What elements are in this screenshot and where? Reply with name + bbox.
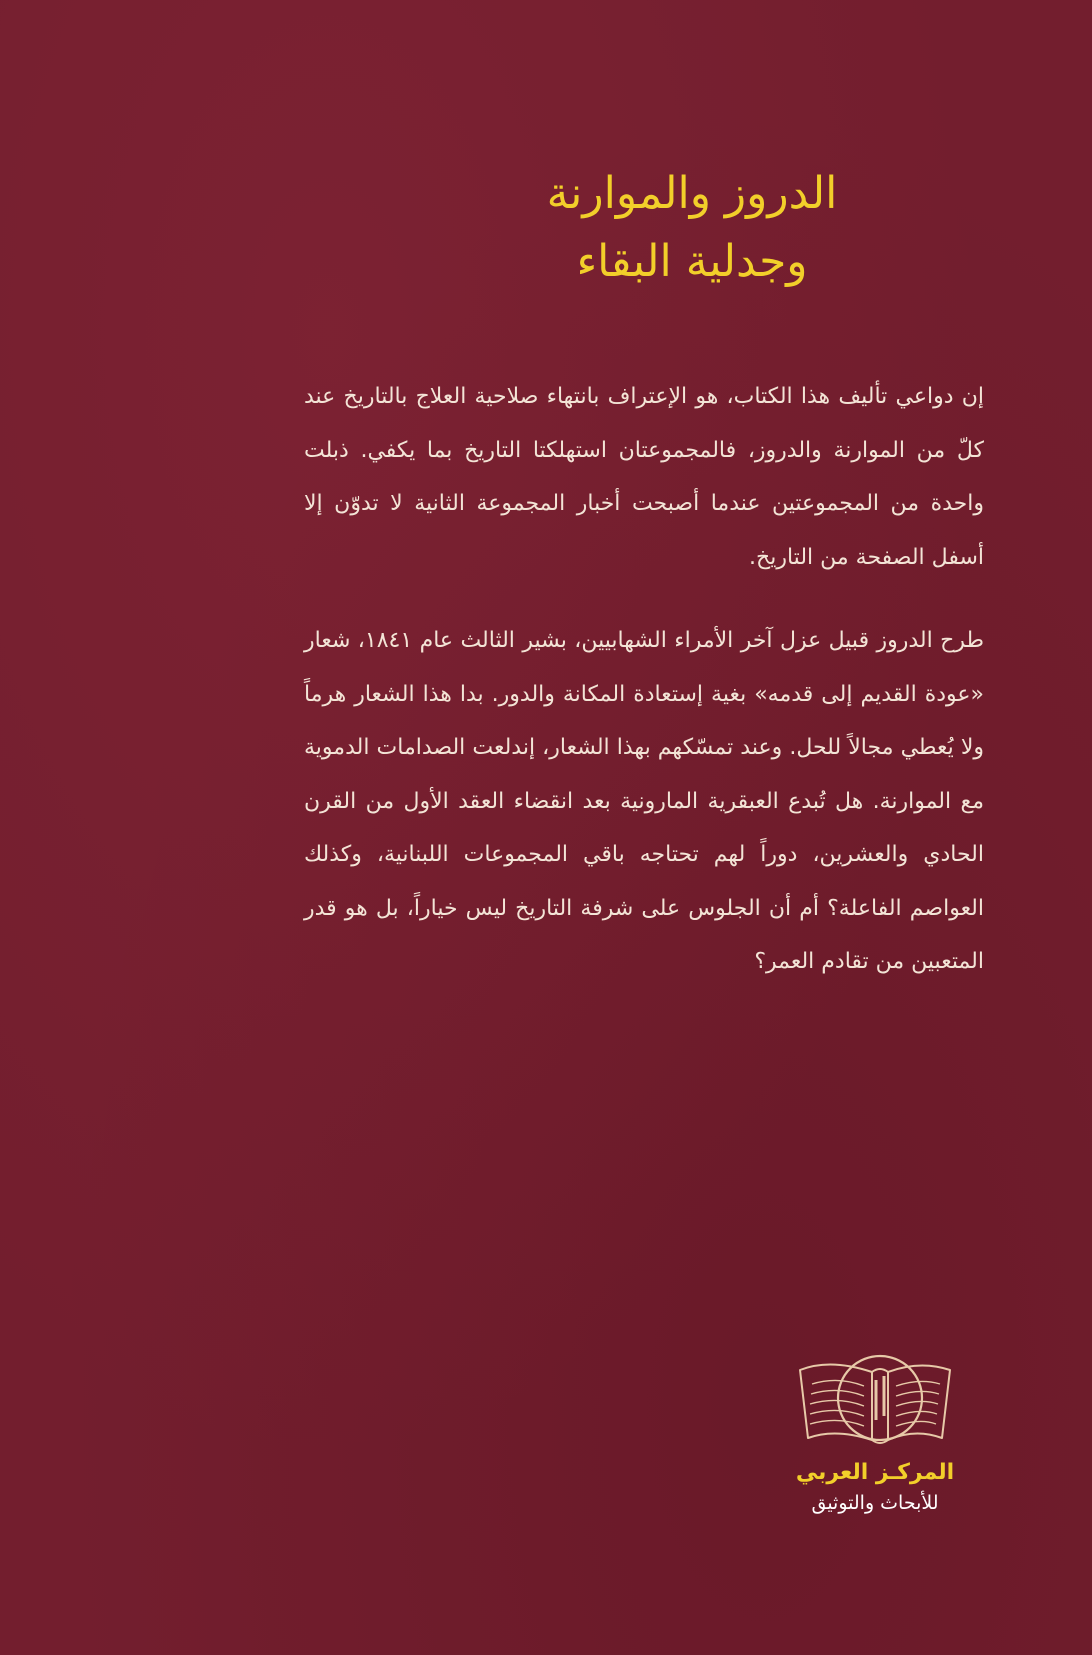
book-title — [412, 160, 972, 296]
publisher-logo — [770, 1350, 980, 1530]
open-book-icon — [790, 1350, 960, 1450]
blurb-paragraph-2: طرح الدروز قبيل عزل آخر الأمراء الشهابيين، بشير الثالث عام ١٨٤١، شعار «عودة القديم إلى قدمه» بغية إستعادة المكانة والدور. بدا هذا الشعار هرماً ولا يُعطي مجالاً للحل. وعند تمسّكهم بهذا الشعار، إندلعت الصدامات الدموية مع الموارنة. هل تُبدع العبقرية المارونية بعد انقضاء العقد الأول من القرن الحادي والعشرين، دوراً لهم تحتاجه باقي المجموعات اللبنانية، وكذلك العواصم الفاعلة؟ أم أن الجلوس على شرفة التاريخ ليس خياراً، بل هو قدر المتعبين من تقادم العمر؟ — [304, 628, 985, 974]
publisher-subtitle: للأبحاث والتوثيق — [811, 1492, 939, 1514]
title-line-2: وجدلية البقاء — [576, 236, 808, 287]
blurb-text — [304, 370, 984, 1019]
publisher-name: المركـز العربي — [795, 1460, 955, 1485]
title-line-1: الدروز والموارنة — [546, 168, 838, 219]
blurb-paragraph-1: إن دواعي تأليف هذا الكتاب، هو الإعتراف بانتهاء صلاحية العلاج بالتاريخ عند كلّ من الموارنة والدروز، فالمجموعتان استهلكتا التاريخ بما يكفي. ذبلت واحدة من المجموعتين عندما أصبحت أخبار المجموعة الثانية لا تدوّن إلا أسفل الصفحة من التاريخ. — [304, 384, 984, 570]
